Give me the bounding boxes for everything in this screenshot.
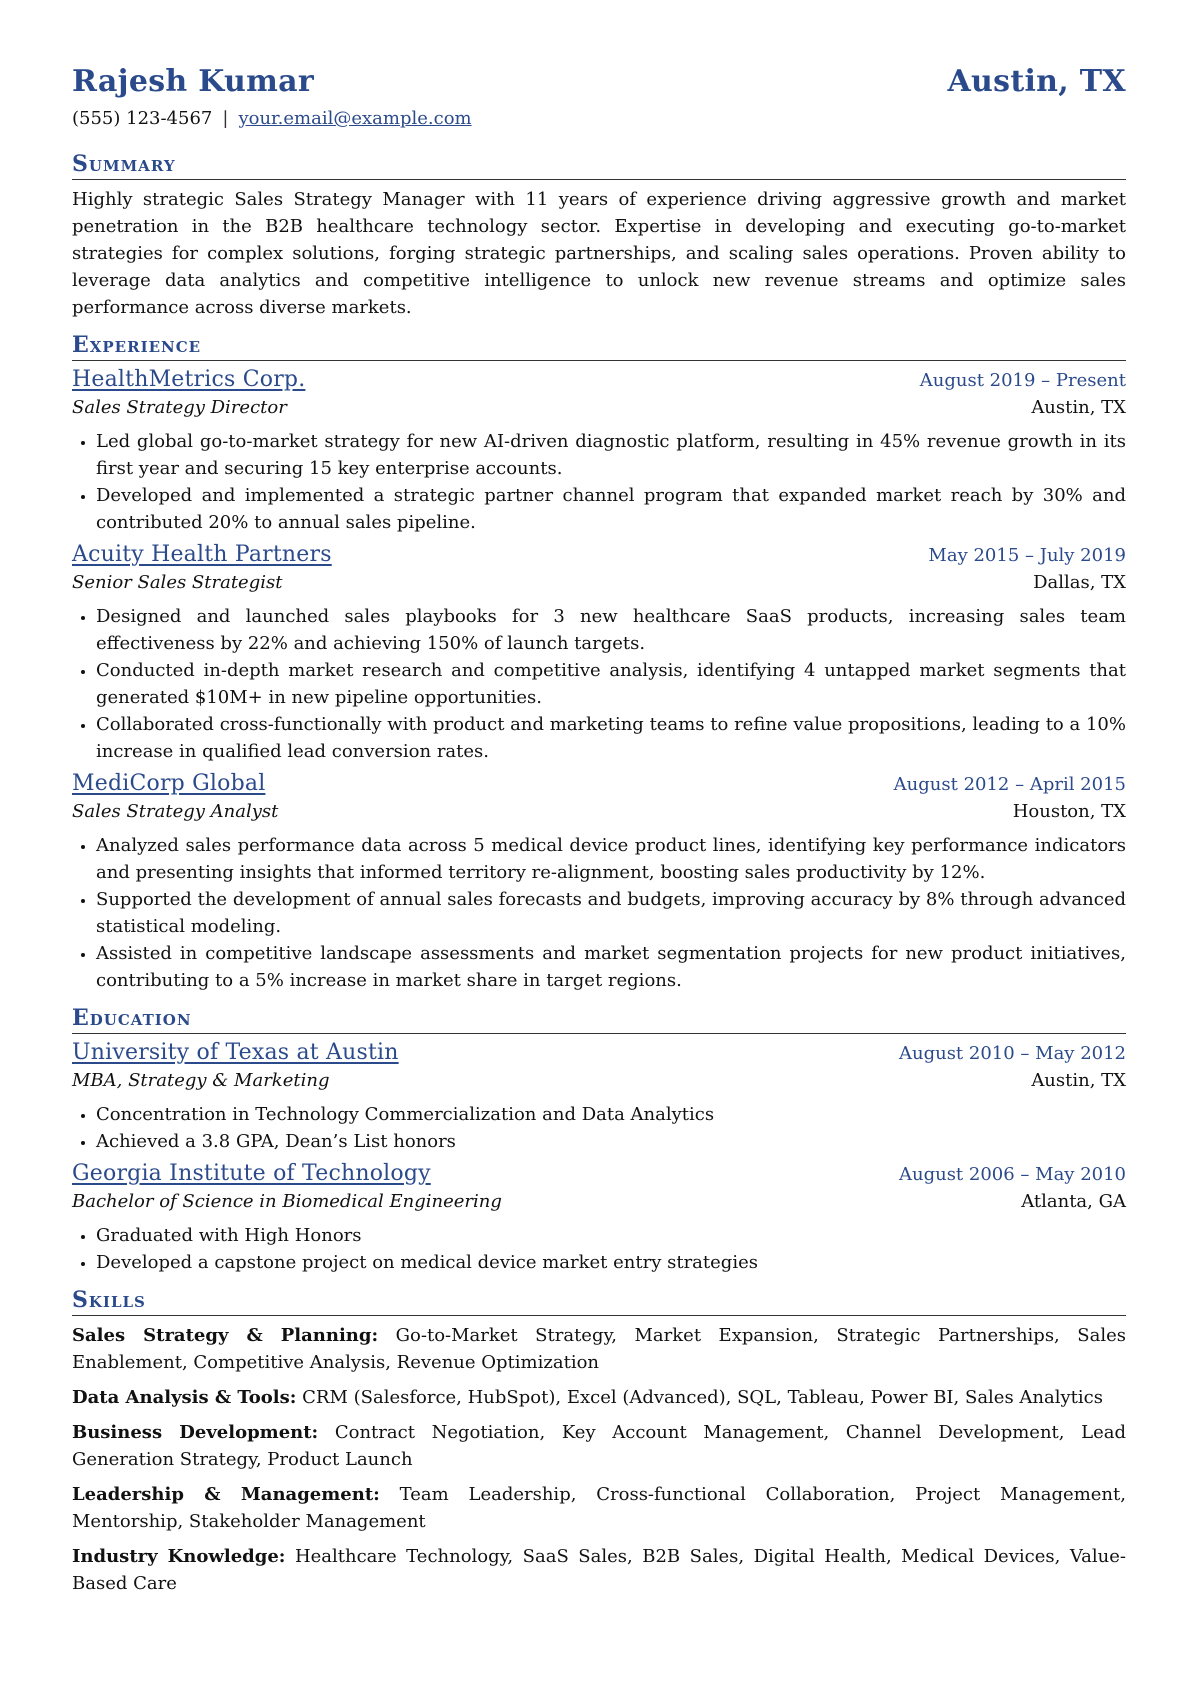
experience-location: Dallas, TX [1033,572,1126,593]
experience-bullet: • Supported the development of annual sales forecasts and budgets, improving accuracy by 8% through advanced statistical modeling. [96,886,1126,940]
skill-items: CRM (Salesforce, HubSpot), Excel (Advanced), SQL, Tableau, Power BI, Sales Analytics [302,1387,1103,1408]
skill-items: Contract Negotiation, Key Account Management, Channel Development, Lead Generation Strategy, Product Launch [72,1422,1126,1470]
phone-number: (555) 123-4567 [72,108,213,129]
summary-text: Highly strategic Sales Strategy Manager with 11 years of experience driving aggressive growth and market penetration in the B2B healthcare technology sector. Expertise in developing and executing go-to-market strategies for complex solutions, forging strategic partnerships, and scaling sales operations. Proven ability to leverage data analytics and competitive intelligence to unlock new revenue streams and optimize sales performance across diverse markets. [72,189,1126,318]
experience-bullet: • Designed and launched sales playbooks for 3 new healthcare SaaS products, increasing sales team effectiveness by 22% and achieving 150% of launch targets. [96,603,1126,657]
contact-line [72,106,1126,132]
skill-items: Go-to-Market Strategy, Market Expansion, Strategic Partnerships, Sales Enablement, Competitive Analysis, Revenue Optimization [72,1325,1126,1373]
skill-category: Leadership & Management: [72,1484,380,1505]
experience-list [72,365,1126,994]
skill-category: Sales Strategy & Planning: [72,1325,379,1346]
experience-dates: August 2019 – Present [919,370,1126,391]
experience-bullet-list [72,603,1126,765]
experience-role: Senior Sales Strategist [72,572,283,593]
skill-line [72,1384,1126,1411]
skill-category: Business Development: [72,1422,319,1443]
experience-role: Sales Strategy Director [72,397,287,418]
skill-line [72,1481,1126,1535]
resume-header [72,62,1126,102]
experience-entry-subheader [72,569,1126,596]
experience-entry-header [72,540,1126,570]
education-bullet-list [72,1222,1126,1276]
education-bullet: • Developed a capstone project on medical device market entry strategies [96,1249,1126,1276]
education-entry-header [72,1159,1126,1189]
education-bullet: • Achieved a 3.8 GPA, Dean’s List honors [96,1128,1126,1155]
experience-bullet: • Analyzed sales performance data across 5 medical device product lines, identifying key performance indicators and presenting insights that informed territory re-alignment, boosting sales productivity by 12%. [96,832,1126,886]
contact-separator: | [222,108,229,129]
experience-bullet-list [72,832,1126,994]
experience-location: Houston, TX [1012,801,1126,822]
experience-org-link[interactable]: HealthMetrics Corp. [72,367,306,392]
candidate-location: Austin, TX [947,64,1126,99]
experience-bullet: • Assisted in competitive landscape assessments and market segmentation projects for new product initiatives, contributing to a 5% increase in market share in target regions. [96,940,1126,994]
experience-entry-header [72,365,1126,395]
education-bullet: • Concentration in Technology Commercialization and Data Analytics [96,1101,1126,1128]
experience-bullet: • Collaborated cross-functionally with product and marketing teams to refine value propositions, leading to a 10% increase in qualified lead conversion rates. [96,711,1126,765]
education-heading: Education [72,1004,1126,1034]
education-list [72,1038,1126,1276]
experience-entry-subheader [72,394,1126,421]
experience-bullet: • Conducted in-depth market research and competitive analysis, identifying 4 untapped market segments that generated $10M+ in new pipeline opportunities. [96,657,1126,711]
skill-items: Team Leadership, Cross-functional Collaboration, Project Management, Mentorship, Stakeholder Management [72,1484,1126,1532]
skills-heading: Skills [72,1286,1126,1316]
experience-org-link[interactable]: Acuity Health Partners [72,542,332,567]
education-entry-subheader [72,1067,1126,1094]
skill-category: Data Analysis & Tools: [72,1387,297,1408]
experience-role: Sales Strategy Analyst [72,801,279,822]
experience-entry-header [72,769,1126,799]
education-role: MBA, Strategy & Marketing [72,1070,330,1091]
experience-heading: Experience [72,331,1126,361]
experience-bullet-list [72,428,1126,536]
skill-line [72,1419,1126,1473]
education-location: Austin, TX [1031,1070,1126,1091]
experience-org-link[interactable]: MediCorp Global [72,771,266,796]
experience-dates: May 2015 – July 2019 [928,545,1126,566]
education-entry [72,1159,1126,1276]
experience-dates: August 2012 – April 2015 [893,774,1126,795]
skill-items: Healthcare Technology, SaaS Sales, B2B Sales, Digital Health, Medical Devices, Value-Based Care [72,1546,1126,1594]
education-dates: August 2010 – May 2012 [898,1043,1126,1064]
skills-list [72,1322,1126,1597]
education-entry-subheader [72,1188,1126,1215]
education-org-link[interactable]: University of Texas at Austin [72,1040,399,1065]
education-role: Bachelor of Science in Biomedical Engineering [72,1191,502,1212]
experience-entry-subheader [72,798,1126,825]
skill-line [72,1322,1126,1376]
education-location: Atlanta, GA [1021,1191,1126,1212]
experience-entry [72,365,1126,536]
experience-bullet: • Developed and implemented a strategic partner channel program that expanded market reach by 30% and contributed 20% to annual sales pipeline. [96,482,1126,536]
education-bullet: • Graduated with High Honors [96,1222,1126,1249]
skill-line [72,1543,1126,1597]
email-link[interactable]: your.email@example.com [238,108,472,129]
summary-heading: Summary [72,150,1126,180]
education-entry [72,1038,1126,1155]
education-entry-header [72,1038,1126,1068]
experience-bullet: • Led global go-to-market strategy for new AI-driven diagnostic platform, resulting in 45% revenue growth in its first year and securing 15 key enterprise accounts. [96,428,1126,482]
education-bullet-list [72,1101,1126,1155]
education-dates: August 2006 – May 2010 [898,1164,1126,1185]
experience-entry [72,540,1126,765]
education-org-link[interactable]: Georgia Institute of Technology [72,1161,431,1186]
skill-category: Industry Knowledge: [72,1546,286,1567]
experience-location: Austin, TX [1031,397,1126,418]
candidate-name: Rajesh Kumar [72,64,314,99]
experience-entry [72,769,1126,994]
